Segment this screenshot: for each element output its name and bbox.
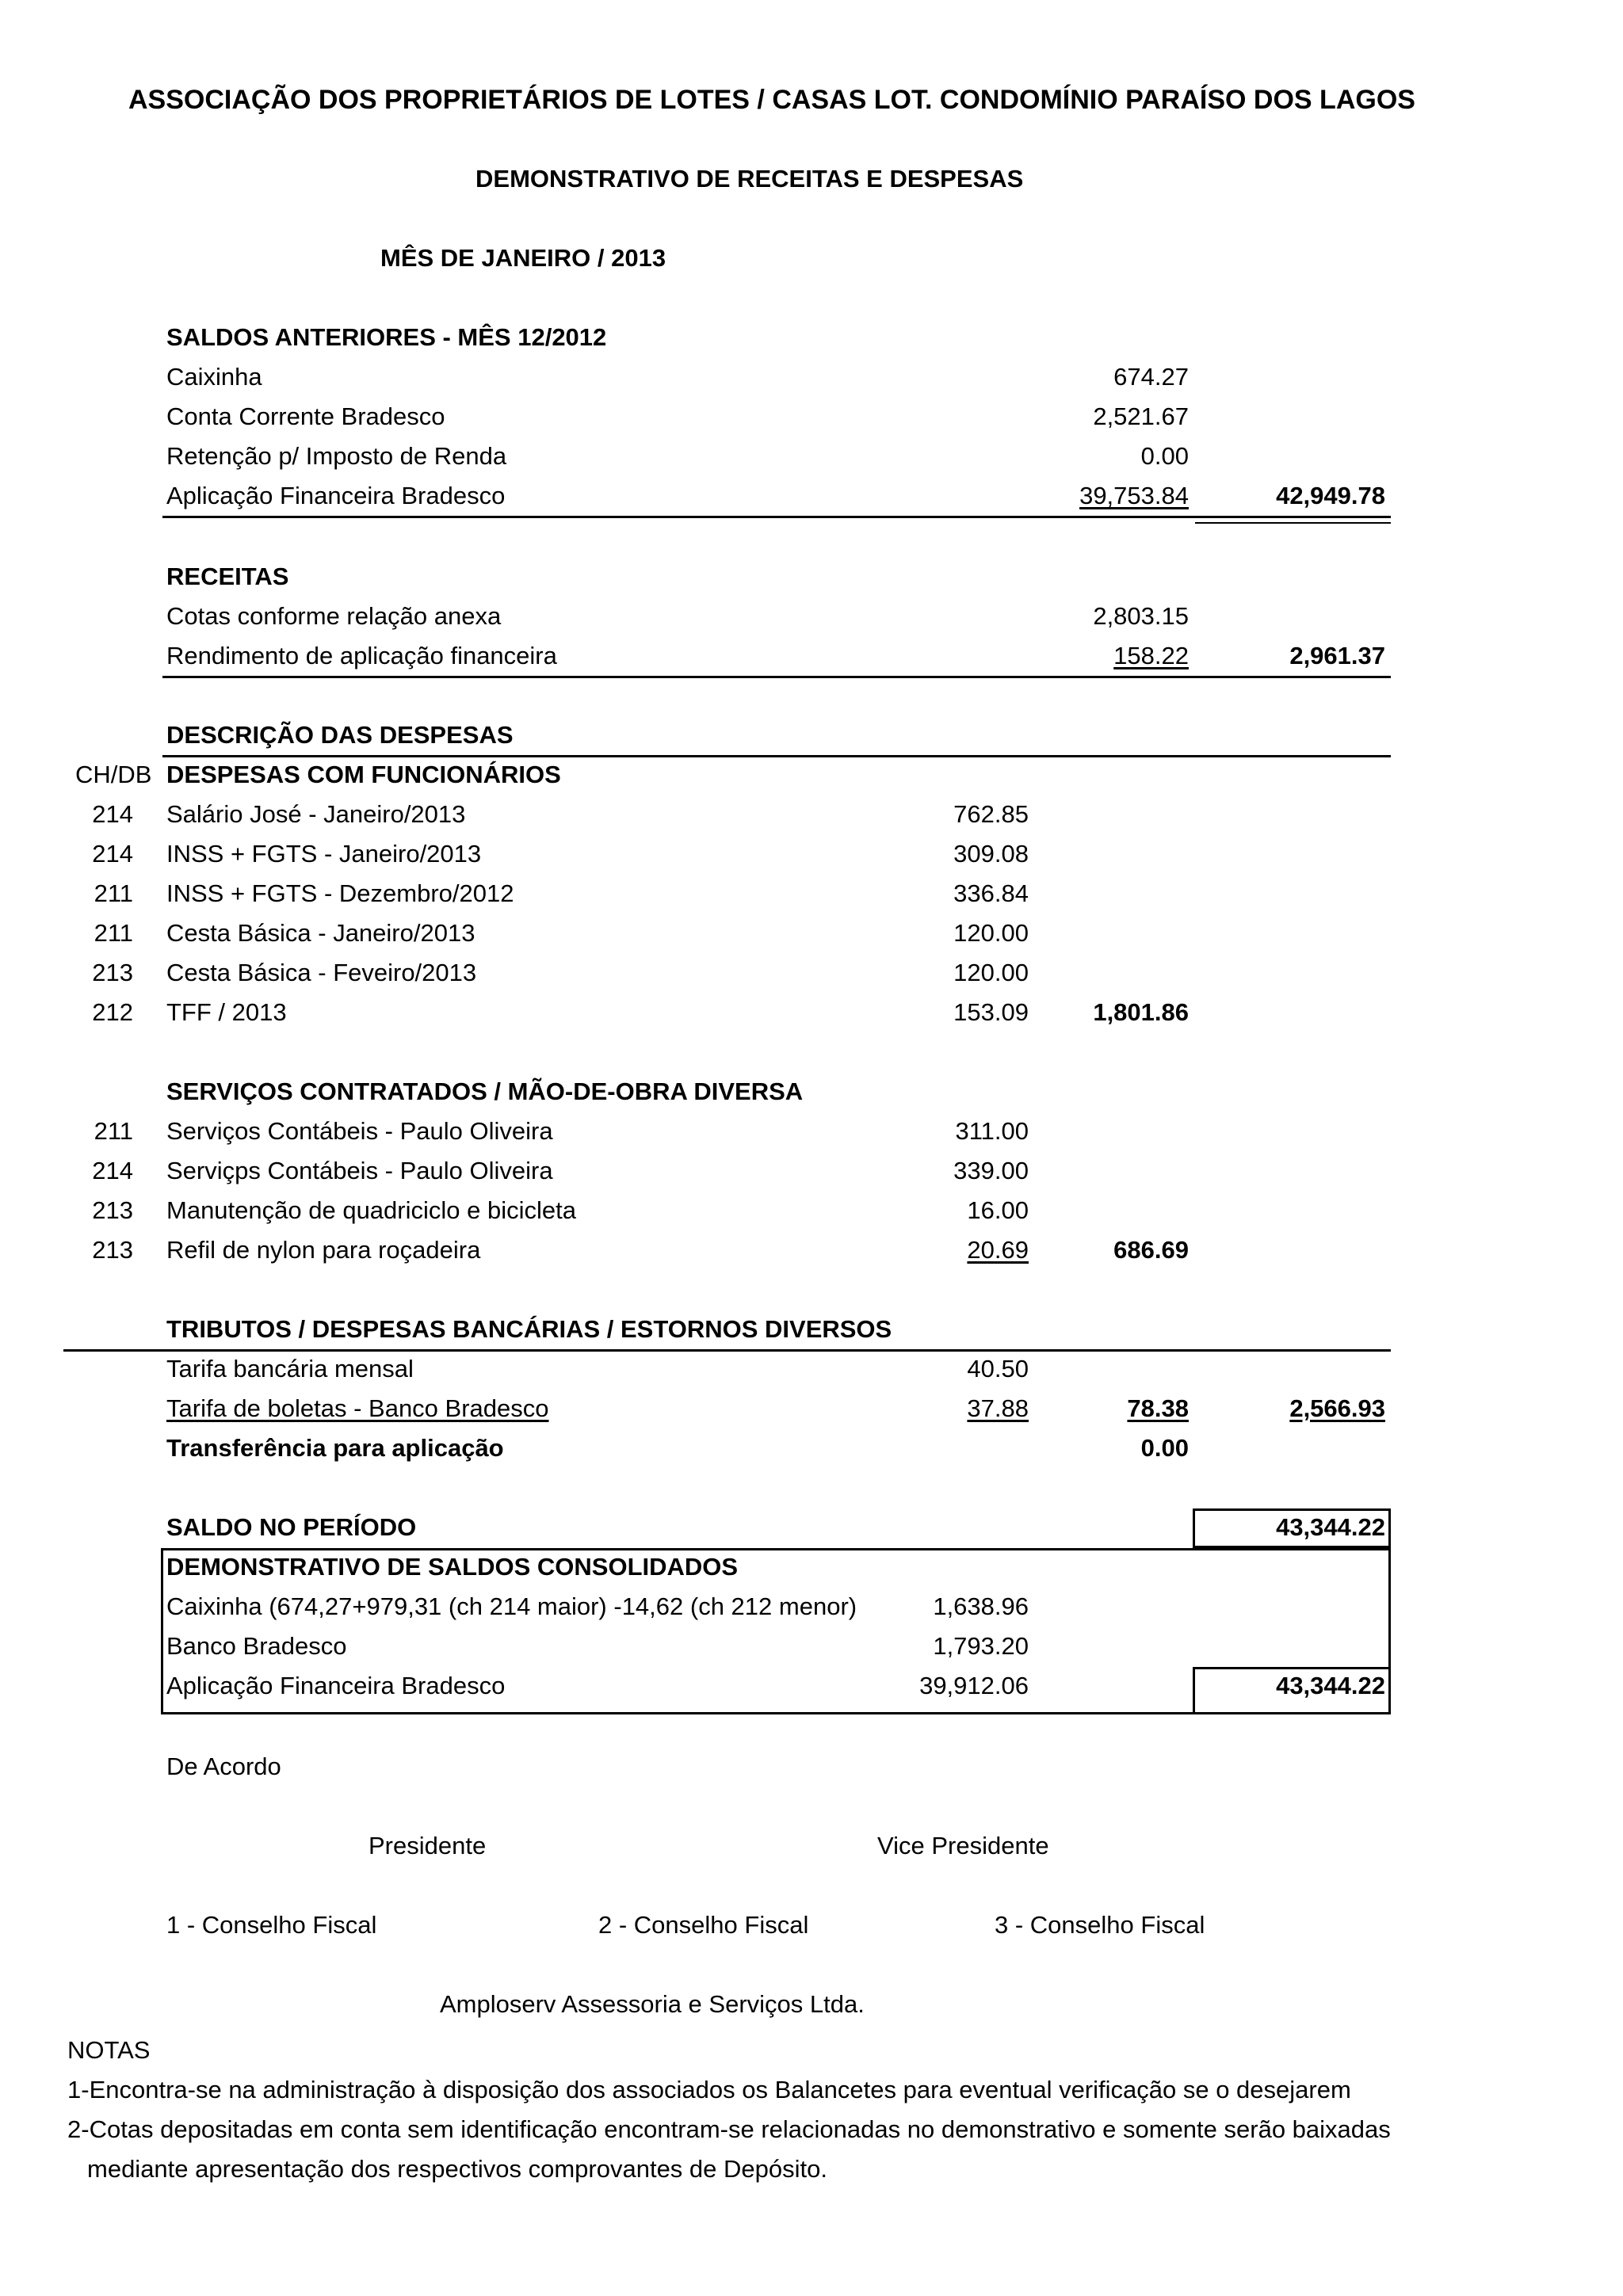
period-title: MÊS DE JANEIRO / 2013 [380, 244, 666, 272]
despesa-value: 339.00 [953, 1157, 1029, 1184]
servicos-heading: SERVIÇOS CONTRATADOS / MÃO-DE-OBRA DIVERSA [166, 1077, 804, 1105]
chdb-code: 211 [94, 919, 133, 947]
chdb-code: 214 [92, 840, 133, 868]
receita-value: 2,803.15 [1093, 602, 1189, 630]
receitas-total: 2,961.37 [1289, 642, 1385, 669]
despesas-total: 2,566.93 [1289, 1394, 1385, 1422]
despesa-label: INSS + FGTS - Janeiro/2013 [166, 840, 482, 868]
saldo-periodo-label: SALDO NO PERÍODO [166, 1513, 417, 1541]
receita-label: Cotas conforme relação anexa [166, 602, 502, 630]
despesa-label: Tarifa bancária mensal [166, 1355, 414, 1383]
note-1: 1-Encontra-se na administração à disposição dos associados os Balancetes para eventual verificação se o desejarem [67, 2076, 1351, 2103]
saldo-value: 674.27 [1113, 363, 1189, 391]
servicos-subtotal: 686.69 [1113, 1236, 1189, 1264]
despesa-label: TFF / 2013 [166, 998, 287, 1026]
despesa-value: 309.08 [953, 840, 1029, 868]
de-acordo: De Acordo [166, 1753, 281, 1780]
vice-presidente-signature: Vice Presidente [877, 1832, 1049, 1859]
chdb-code: 212 [92, 998, 133, 1026]
org-title: ASSOCIAÇÃO DOS PROPRIETÁRIOS DE LOTES / CASAS LOT. CONDOMÍNIO PARAÍSO DOS LAGOS [128, 85, 1415, 115]
despesa-label: Manutenção de quadriciclo e bicicleta [166, 1196, 576, 1224]
funcionarios-subtotal: 1,801.86 [1093, 998, 1189, 1026]
chdb-code: 211 [94, 1117, 133, 1145]
saldo-label: Retenção p/ Imposto de Renda [166, 442, 507, 470]
consolidado-label: Caixinha (674,27+979,31 (ch 214 maior) -14,62 (ch 212 menor) [166, 1592, 857, 1620]
saldo-value: 2,521.67 [1093, 402, 1189, 430]
despesa-value: 40.50 [967, 1355, 1029, 1383]
despesa-value: 37.88 [967, 1394, 1029, 1422]
note-2-continued: mediante apresentação dos respectivos comprovantes de Depósito. [87, 2155, 827, 2183]
despesa-value: 336.84 [953, 879, 1029, 907]
chdb-code: 211 [94, 879, 133, 907]
consolidado-value: 1,638.96 [933, 1592, 1029, 1620]
divider [63, 1349, 1391, 1352]
despesa-label: Serviços Contábeis - Paulo Oliveira [166, 1117, 553, 1145]
tributos-subtotal: 78.38 [1127, 1394, 1189, 1422]
despesas-heading: DESCRIÇÃO DAS DESPESAS [166, 721, 514, 749]
despesa-value: 762.85 [953, 800, 1029, 828]
consolidado-label: Banco Bradesco [166, 1632, 347, 1660]
despesa-value: 311.00 [955, 1117, 1029, 1145]
doc-title: DEMONSTRATIVO DE RECEITAS E DESPESAS [475, 165, 1024, 193]
company-name: Amploserv Assessoria e Serviços Ltda. [440, 1990, 865, 2018]
consolidado-value: 1,793.20 [933, 1632, 1029, 1660]
divider [162, 676, 1391, 678]
despesa-value: 16.00 [967, 1196, 1029, 1224]
note-2: 2-Cotas depositadas em conta sem identificação encontram-se relacionadas no demonstrativo e somente serão baixadas [67, 2115, 1391, 2143]
despesa-value: 120.00 [953, 919, 1029, 947]
saldo-label: Conta Corrente Bradesco [166, 402, 445, 430]
despesa-label: INSS + FGTS - Dezembro/2012 [166, 879, 514, 907]
saldos-anteriores-total: 42,949.78 [1276, 482, 1385, 509]
divider [162, 516, 1391, 518]
conselho-fiscal-2: 2 - Conselho Fiscal [598, 1911, 809, 1939]
chdb-code: 213 [92, 1196, 133, 1224]
despesa-label: Cesta Básica - Feveiro/2013 [166, 959, 477, 986]
saldos-anteriores-heading: SALDOS ANTERIORES - MÊS 12/2012 [166, 323, 607, 351]
saldo-label: Caixinha [166, 363, 262, 391]
chdb-code: 214 [92, 800, 133, 828]
notes-heading: NOTAS [67, 2036, 151, 2064]
chdb-column-header: CH/DB [75, 761, 152, 788]
despesa-value: 153.09 [953, 998, 1029, 1026]
receita-label: Rendimento de aplicação financeira [166, 642, 557, 669]
transferencia-label: Transferência para aplicação [166, 1434, 504, 1462]
despesa-value: 120.00 [953, 959, 1029, 986]
despesa-label: Salário José - Janeiro/2013 [166, 800, 466, 828]
consolidados-total: 43,344.22 [1276, 1672, 1385, 1699]
conselho-fiscal-1: 1 - Conselho Fiscal [166, 1911, 377, 1939]
saldo-value: 0.00 [1140, 442, 1189, 470]
consolidados-heading: DEMONSTRATIVO DE SALDOS CONSOLIDADOS [166, 1553, 739, 1581]
presidente-signature: Presidente [369, 1832, 487, 1859]
transferencia-value: 0.00 [1140, 1434, 1189, 1462]
tributos-heading: TRIBUTOS / DESPESAS BANCÁRIAS / ESTORNOS DIVERSOS [166, 1315, 892, 1343]
conselho-fiscal-3: 3 - Conselho Fiscal [995, 1911, 1205, 1939]
chdb-code: 213 [92, 959, 133, 986]
despesa-value: 20.69 [967, 1236, 1029, 1264]
despesa-label: Tarifa de boletas - Banco Bradesco [166, 1394, 549, 1422]
divider [162, 755, 1391, 757]
consolidado-value: 39,912.06 [919, 1672, 1029, 1699]
despesa-label: Cesta Básica - Janeiro/2013 [166, 919, 475, 947]
funcionarios-heading: DESPESAS COM FUNCIONÁRIOS [166, 761, 561, 788]
saldo-value: 39,753.84 [1079, 482, 1189, 509]
saldo-label: Aplicação Financeira Bradesco [166, 482, 506, 509]
chdb-code: 213 [92, 1236, 133, 1264]
double-underline [1195, 522, 1391, 524]
consolidado-label: Aplicação Financeira Bradesco [166, 1672, 506, 1699]
receitas-heading: RECEITAS [166, 563, 289, 590]
despesa-label: Serviçps Contábeis - Paulo Oliveira [166, 1157, 553, 1184]
despesa-label: Refil de nylon para roçadeira [166, 1236, 481, 1264]
saldo-periodo-value: 43,344.22 [1276, 1513, 1385, 1541]
receita-value: 158.22 [1113, 642, 1189, 669]
chdb-code: 214 [92, 1157, 133, 1184]
